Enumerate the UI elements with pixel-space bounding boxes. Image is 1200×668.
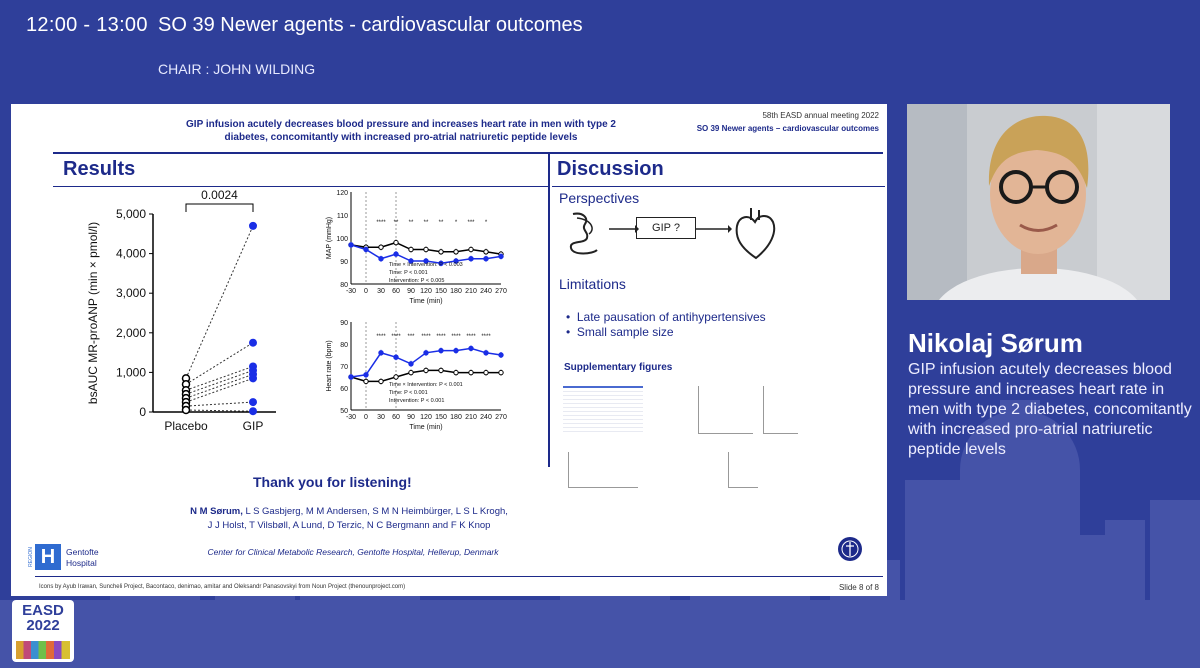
y-tick-label: 0 [139, 405, 146, 419]
session-chair: CHAIR : JOHN WILDING [158, 61, 316, 77]
significance-marker: * [454, 220, 458, 226]
authors-line1 [149, 506, 549, 517]
series-point [424, 351, 428, 355]
session-time: 12:00 - 13:00 [26, 14, 148, 36]
series-point [394, 252, 398, 256]
series-point [409, 247, 413, 251]
significance-marker: * [484, 220, 488, 226]
limitation-item: • Small sample size [566, 325, 674, 339]
series-point [484, 370, 488, 374]
series-point [454, 348, 458, 352]
placebo-point [183, 407, 190, 414]
series-point [454, 250, 458, 254]
series-point [379, 351, 383, 355]
series-point [469, 257, 473, 261]
speaker-talk-title: GIP infusion acutely decreases blood pressure and increases heart rate in men with type 2 diabetes, concomitantly with increased pro-atrial natriuretic peptide levels [908, 361, 1192, 458]
series-point [364, 379, 368, 383]
series-point [439, 348, 443, 352]
easd-2022-logo [12, 600, 74, 662]
y-tick-label: 4,000 [115, 246, 146, 261]
x-tick-label: 0 [364, 414, 368, 421]
supplementary-table-thumbnail [563, 386, 643, 434]
column-divider [548, 152, 550, 467]
stats-annotation: Intervention: P < 0.005 [389, 278, 445, 284]
series-point [454, 370, 458, 374]
series-point [469, 370, 473, 374]
intestine-icon [563, 210, 607, 260]
limitation-text: Small sample size [576, 325, 674, 339]
stats-annotation: Time × Intervention: P < 0.003 [389, 262, 463, 268]
significance-marker: **** [451, 334, 461, 340]
paired-scatter-chart [81, 184, 291, 444]
series-point [499, 353, 503, 357]
slide-title-line1: GIP infusion acutely decreases blood pressure and increases heart rate in men with type 2 [186, 119, 616, 130]
easd-logo-buildings [16, 641, 70, 659]
hospital-name-line2: Hospital [66, 558, 97, 568]
significance-marker: *** [407, 334, 415, 340]
gip-point [249, 407, 257, 415]
y-tick-label: 50 [340, 408, 348, 415]
session-title: SO 39 Newer agents - cardiovascular outcomes [158, 14, 583, 36]
significance-marker: **** [376, 220, 386, 226]
speaker-video [907, 104, 1170, 300]
x-tick-label: 240 [480, 288, 492, 295]
slide-title-line2: diabetes, concomitantly with increased pro-atrial natriuretic peptide levels [224, 132, 578, 143]
slide-session-label: SO 39 Newer agents – cardiovascular outcomes [696, 124, 879, 133]
series-point [484, 257, 488, 261]
p-value-label: 0.0024 [201, 188, 238, 202]
stats-annotation: Time: P < 0.001 [389, 390, 428, 396]
series-point [484, 250, 488, 254]
supplementary-label: Supplementary figures [564, 362, 673, 373]
paired-line [186, 374, 253, 398]
limitation-text: Late pausation of antihypertensives [576, 310, 766, 324]
footer-rule [35, 576, 883, 577]
presentation-slide [11, 104, 887, 596]
limitations-label: Limitations [559, 276, 626, 292]
x-tick-label: 270 [495, 288, 507, 295]
series-point [424, 368, 428, 372]
series-point [394, 355, 398, 359]
perspectives-label: Perspectives [559, 190, 640, 206]
co-authors: L S Gasbjerg, M M Andersen, S M N Heimbürger, L S L Krogh, [242, 506, 508, 517]
x-tick-label: 180 [450, 288, 462, 295]
x-axis-label: Time (min) [409, 298, 443, 305]
series-point [409, 362, 413, 366]
x-tick-label: 30 [377, 414, 385, 421]
heart-rate-line-chart [311, 314, 511, 434]
series-point [394, 240, 398, 244]
supplementary-plot-thumbnail [568, 452, 638, 488]
gip-point [249, 374, 257, 382]
stats-annotation: Time × Intervention: P < 0.001 [389, 382, 463, 388]
y-tick-label: 70 [340, 364, 348, 371]
significance-marker: ** [408, 220, 414, 226]
affiliation: Center for Clinical Metabolic Research, Gentofte Hospital, Hellerup, Denmark [207, 547, 499, 557]
easd-logo-line1: EASD [22, 602, 64, 619]
y-tick-label: 90 [340, 259, 348, 266]
y-axis-label: bsAUC MR-proANP (min × pmol/l) [86, 221, 100, 405]
x-tick-label: 0 [364, 288, 368, 295]
stats-annotation: Intervention: P < 0.001 [389, 398, 445, 404]
x-tick-label: 180 [450, 414, 462, 421]
x-tick-label: 60 [392, 414, 400, 421]
y-tick-label: 3,000 [115, 286, 146, 301]
y-tick-label: 2,000 [115, 325, 146, 340]
supplementary-plot-thumbnail [698, 386, 753, 434]
speaker-name: Nikolaj Sørum [908, 328, 1083, 358]
x-tick-label: 150 [435, 414, 447, 421]
thank-you-text: Thank you for listening! [253, 474, 412, 490]
region-h-logo: H [35, 544, 61, 570]
significance-marker: ** [423, 220, 429, 226]
series-point [364, 373, 368, 377]
easd-logo-line2: 2022 [26, 617, 60, 634]
y-tick-label: 1,000 [115, 365, 146, 380]
x-tick-label: 210 [465, 414, 477, 421]
series-point [379, 245, 383, 249]
gip-point [249, 339, 257, 347]
university-seal-icon [837, 536, 863, 562]
y-axis-label: Heart rate (bpm) [326, 340, 333, 392]
series-point [364, 247, 368, 251]
significance-marker: **** [436, 334, 446, 340]
series-point [379, 379, 383, 383]
series-point [499, 254, 503, 258]
header-rule [53, 152, 883, 154]
paired-line [186, 378, 253, 402]
x-tick-label: 120 [420, 288, 432, 295]
significance-bracket [186, 204, 253, 212]
significance-marker: **** [376, 334, 386, 340]
authors-line2: J J Holst, T Vilsbøll, A Lund, D Terzic, N C Bergmann and F K Knop [207, 520, 491, 531]
paired-line [186, 402, 253, 406]
x-tick-label: -30 [345, 288, 357, 295]
y-tick-label: 80 [340, 342, 348, 349]
slide-title [161, 118, 641, 144]
significance-marker: **** [421, 334, 431, 340]
limitation-item: • Late pausation of antihypertensives [566, 310, 766, 324]
x-tick-label: 150 [435, 288, 447, 295]
lead-author: N M Sørum, [190, 506, 243, 517]
y-tick-label: 60 [340, 386, 348, 393]
x-category-label: Placebo [164, 419, 208, 433]
series-point [349, 243, 353, 247]
supplementary-plot-thumbnail [728, 452, 758, 488]
x-tick-label: 210 [465, 288, 477, 295]
hospital-logo [27, 544, 135, 574]
stats-annotation: Time: P < 0.001 [389, 270, 428, 276]
y-tick-label: 100 [336, 236, 348, 243]
heart-icon [733, 204, 779, 260]
x-tick-label: 30 [377, 288, 385, 295]
series-point [439, 250, 443, 254]
series-point [349, 375, 353, 379]
x-tick-label: 120 [420, 414, 432, 421]
significance-marker: ** [393, 220, 399, 226]
x-tick-label: 270 [495, 414, 507, 421]
significance-marker: **** [466, 334, 476, 340]
discussion-rule [552, 186, 885, 187]
map-line-chart [311, 184, 511, 314]
results-heading: Results [63, 158, 136, 180]
series-point [394, 375, 398, 379]
x-tick-label: 90 [407, 288, 415, 295]
discussion-heading: Discussion [557, 158, 664, 180]
x-tick-label: 90 [407, 414, 415, 421]
series-point [469, 346, 473, 350]
region-label: REGION [27, 547, 34, 567]
meeting-label: 58th EASD annual meeting 2022 [762, 111, 879, 120]
hospital-name-line1: Gentofte [66, 547, 99, 557]
series-point [424, 247, 428, 251]
x-axis-label: Time (min) [409, 424, 443, 431]
series-point [499, 370, 503, 374]
slide-number: Slide 8 of 8 [838, 583, 879, 592]
significance-marker: ** [438, 220, 444, 226]
supplementary-plot-thumbnail [763, 386, 798, 434]
series-point [409, 370, 413, 374]
series-point [439, 368, 443, 372]
paired-line [186, 226, 253, 378]
x-tick-label: -30 [345, 414, 357, 421]
paired-line [186, 410, 253, 411]
y-tick-label: 80 [340, 282, 348, 289]
significance-marker: *** [467, 220, 475, 226]
x-category-label: GIP [242, 419, 264, 433]
icon-credits: Icons by Ayub Irawan, Suncheli Project, Bacontaco, denimao, amitar and Oleksandr Panasovskyi from Noun Project (thenounproject.com) [39, 584, 406, 590]
gip-point [249, 398, 257, 406]
x-tick-label: 240 [480, 414, 492, 421]
y-tick-label: 120 [336, 190, 348, 197]
series-point [469, 247, 473, 251]
y-tick-label: 110 [336, 213, 348, 220]
arrow-icon [609, 222, 639, 236]
significance-marker: **** [481, 334, 491, 340]
series-point [379, 257, 383, 261]
y-tick-label: 5,000 [115, 207, 146, 221]
supplementary-thumbnails [563, 380, 853, 492]
significance-marker: **** [391, 334, 401, 340]
y-tick-label: 90 [340, 320, 348, 327]
gip-box: GIP ? [636, 217, 696, 239]
x-tick-label: 60 [392, 288, 400, 295]
y-axis-label: MAP (mmHg) [326, 216, 333, 260]
speaker-avatar [907, 104, 1170, 300]
arrow-icon [696, 222, 732, 236]
series-point [484, 351, 488, 355]
gip-point [249, 222, 257, 230]
